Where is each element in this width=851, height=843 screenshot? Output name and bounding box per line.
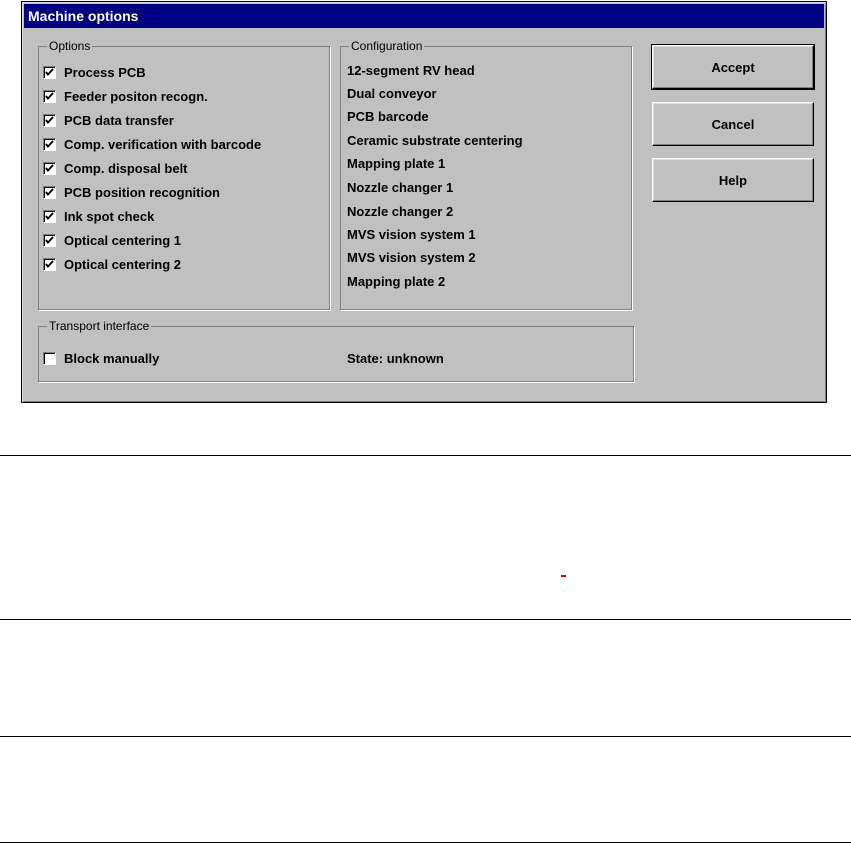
- horizontal-divider: [0, 455, 851, 456]
- option-label: Comp. verification with barcode: [64, 136, 262, 152]
- accept-button[interactable]: Accept: [652, 45, 814, 89]
- horizontal-divider: [0, 736, 851, 737]
- option-label: Optical centering 2: [64, 256, 182, 272]
- option-comp-verification-barcode[interactable]: [43, 133, 261, 155]
- config-item: 12-segment RV head: [347, 63, 475, 78]
- check-mark-icon: [45, 140, 54, 149]
- config-item: Nozzle changer 1: [347, 180, 454, 195]
- option-pcb-position-recognition[interactable]: [43, 181, 220, 203]
- block-manually-label: Block manually: [64, 350, 160, 366]
- option-label: Optical centering 1: [64, 232, 182, 248]
- options-group-title: Options: [49, 39, 91, 53]
- configuration-group: [340, 39, 632, 310]
- option-label: PCB position recognition: [64, 184, 220, 200]
- config-item: PCB barcode: [347, 109, 429, 124]
- config-item: MVS vision system 1: [347, 227, 476, 242]
- transport-interface-group-title: Transport interface: [49, 319, 150, 333]
- check-mark-icon: [45, 188, 54, 197]
- config-item: Mapping plate 2: [347, 274, 446, 289]
- config-item: Ceramic substrate centering: [347, 133, 523, 148]
- checkbox[interactable]: [43, 114, 56, 127]
- checkbox[interactable]: [43, 90, 56, 103]
- transport-interface-group: [38, 319, 634, 382]
- option-ink-spot-check[interactable]: [43, 205, 154, 227]
- check-mark-icon: [45, 236, 54, 245]
- check-mark-icon: [45, 260, 54, 269]
- config-item: Dual conveyor: [347, 86, 437, 101]
- option-optical-centering-2[interactable]: [43, 253, 181, 275]
- option-label: Ink spot check: [64, 208, 155, 224]
- config-item: Nozzle changer 2: [347, 204, 454, 219]
- cancel-button[interactable]: Cancel: [652, 102, 814, 146]
- checkbox[interactable]: [43, 352, 56, 365]
- help-button[interactable]: Help: [652, 158, 814, 202]
- check-mark-icon: [45, 68, 54, 77]
- option-process-pcb[interactable]: [43, 61, 146, 83]
- checkbox[interactable]: [43, 258, 56, 271]
- option-comp-disposal-belt[interactable]: [43, 157, 188, 179]
- check-mark-icon: [45, 164, 54, 173]
- option-label: Feeder positon recogn.: [64, 88, 208, 104]
- config-item: MVS vision system 2: [347, 250, 476, 265]
- check-mark-icon: [45, 116, 54, 125]
- machine-options-dialog: [21, 1, 827, 403]
- option-feeder-position-recognition[interactable]: [43, 85, 208, 107]
- horizontal-divider: [0, 619, 851, 620]
- dialog-title: Machine options: [24, 4, 824, 28]
- option-optical-centering-1[interactable]: [43, 229, 181, 251]
- checkbox[interactable]: [43, 186, 56, 199]
- checkbox[interactable]: [43, 138, 56, 151]
- check-mark-icon: [45, 212, 54, 221]
- transport-state: State: unknown: [347, 351, 444, 366]
- block-manually-option[interactable]: [43, 347, 159, 369]
- configuration-group-title: Configuration: [351, 39, 423, 53]
- checkbox[interactable]: [43, 234, 56, 247]
- checkbox[interactable]: [43, 162, 56, 175]
- options-group: [38, 39, 330, 310]
- option-pcb-data-transfer[interactable]: [43, 109, 174, 131]
- check-mark-icon: [45, 92, 54, 101]
- option-label: Process PCB: [64, 64, 146, 80]
- option-label: PCB data transfer: [64, 112, 174, 128]
- red-dash-mark: [561, 575, 566, 577]
- config-item: Mapping plate 1: [347, 156, 446, 171]
- option-label: Comp. disposal belt: [64, 160, 188, 176]
- checkbox[interactable]: [43, 66, 56, 79]
- checkbox[interactable]: [43, 210, 56, 223]
